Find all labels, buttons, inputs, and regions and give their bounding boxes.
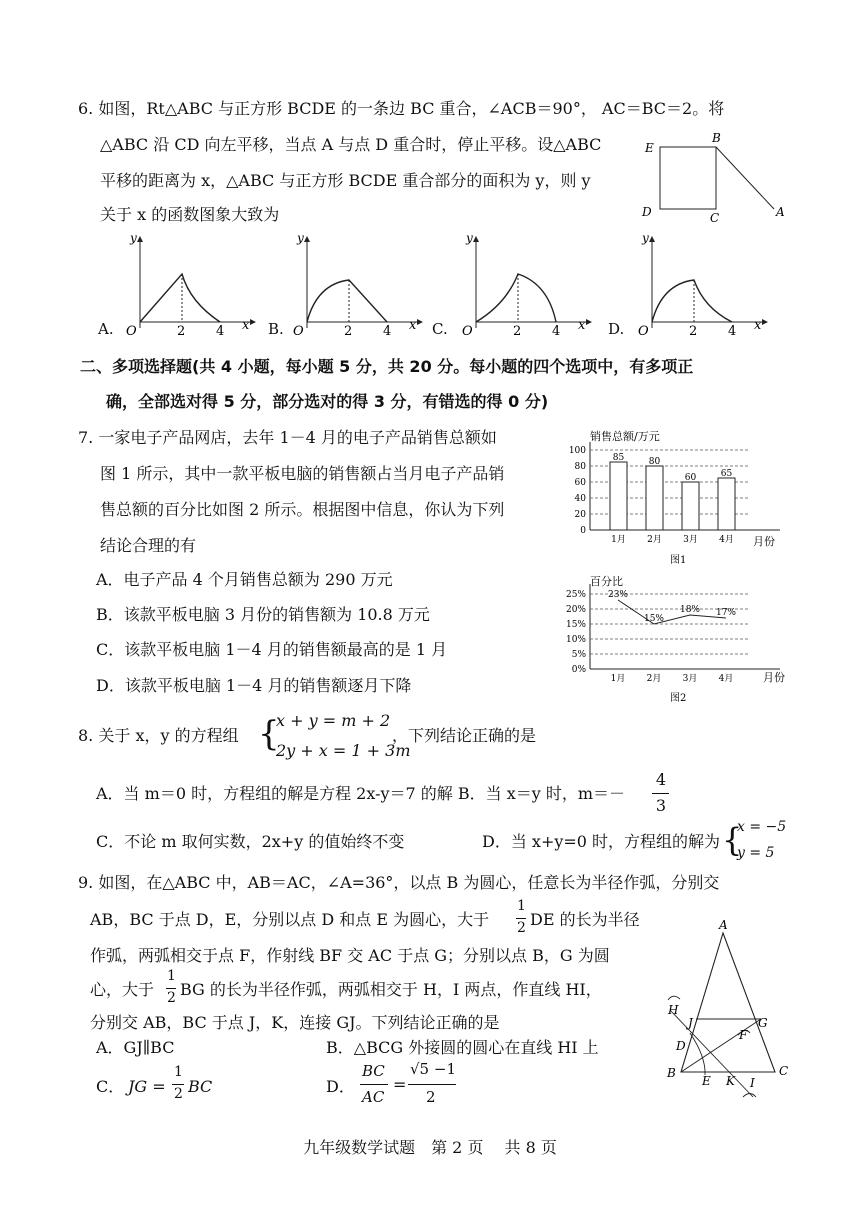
q9-line-4b: BG 的长为半径作弧，两弧相交于 H，I 两点，作直线 HI， [180,980,602,999]
q9-half-bar-1 [516,918,526,919]
chart1-bar [646,466,663,530]
q9-option-c-pre: C． [96,1077,125,1096]
q7-line-4: 结论合理的有 [100,536,197,555]
q8-solution-y: y = 5 [737,845,775,861]
axis-origin: O [126,324,137,337]
section2-heading-line2: 确，全部选对得 5 分，部分选对的得 3 分，有错选的得 0 分) [106,392,549,411]
axis-x: x [578,318,586,333]
q6-graph-a [120,232,260,337]
q9-line-2a: AB，BC 于点 D，E，分别以点 D 和点 E 为圆心，大于 [90,910,490,929]
tick-4: 4 [728,324,737,337]
label-d: D [642,205,652,219]
chart1-x-tick: 1月 [611,535,626,545]
q8-solution-x: x = −5 [737,819,787,835]
label-b: B [712,131,721,145]
q6-line-4: 关于 x 的函数图象大致为 [100,205,280,224]
chart2-y-tick: 25% [565,590,586,600]
q7-line-2: 图 1 所示，其中一款平板电脑的销售额占当月电子产品销 [100,464,505,483]
chart2-point-label: 15% [643,614,665,624]
chart2-y-tick: 15% [565,620,586,630]
q6-line-1: 6. 如图，Rt△ABC 与正方形 BCDE 的一条边 BC 重合，∠ACB＝90°， AC＝BC＝2。将 [78,99,725,118]
q8-frac-bar [652,793,669,794]
q9-option-c-eq: JG = [128,1077,166,1096]
chart1-y-tick: 40 [574,494,586,504]
q8-solution-brace: { [722,821,743,859]
q9-half-den-1: 2 [517,920,526,936]
chart1-caption: 图1 [670,555,687,566]
q9-triangle-construction-figure [658,915,793,1110]
axis-origin: O [462,324,473,337]
label-c: C [710,211,720,225]
axis-origin: O [638,324,649,337]
fig-label-j: J [688,1016,693,1030]
chart2-caption: 图2 [670,693,687,704]
q7-line-3: 售总额的百分比如图 2 所示。根据图中信息，你认为下列 [100,500,505,519]
q9-line-1: 9. 如图，在△ABC 中，AB＝AC，∠A=36°，以点 B 为圆心，任意长为半径作弧，分别交 [78,873,720,892]
q7-option-d: D．该款平板电脑 1－4 月的销售额逐月下降 [96,676,412,695]
q8-frac-num: 4 [655,770,667,789]
fig-label-c: C [779,1064,789,1078]
q7-option-c: C．该款平板电脑 1－4 月的销售额最高的是 1 月 [96,640,448,659]
chart1-x-tick: 2月 [647,535,662,545]
chart1-x-tick: 3月 [683,535,698,545]
chart1-x-tick: 4月 [719,535,734,545]
sales-bar-chart [560,425,800,567]
q6-graph-b [287,232,427,337]
q6-graph-c [456,232,596,337]
chart1-bar-label: 85 [612,453,625,463]
q9-option-d-rden: 2 [426,1088,436,1106]
chart1-bar [610,462,627,530]
q8-eq2: 2y + x = 1 + 3m [276,741,411,760]
chart2-xlabel: 月份 [763,671,785,684]
q8-eq1: x + y = m + 2 [276,711,391,730]
chart2-point-label: 18% [679,605,701,615]
tick-4: 4 [383,324,392,337]
chart1-bar-label: 65 [720,469,733,479]
q7-option-a: A．电子产品 4 个月销售总额为 290 万元 [96,570,393,589]
q6-line-2: △ABC 沿 CD 向左平移，当点 A 与点 D 重合时，停止平移。设△ABC [100,135,602,154]
q6-option-a-label: A. [98,320,114,338]
q9-option-b: B．△BCG 外接圆的圆心在直线 HI 上 [326,1038,599,1057]
section2-heading-line1: 二、多项选择题(共 4 小题，每小题 5 分，共 20 分。每小题的四个选项中，有多项正 [80,357,694,376]
chart2-point-label: 23% [607,590,629,600]
chart1-y-tick: 100 [568,446,586,456]
q9-half-den-2: 2 [167,990,176,1006]
q8-stem-post: ，下列结论正确的是 [392,726,537,745]
q9-line-2b: DE 的长为半径 [530,910,640,929]
q7-line-1: 7. 一家电子产品网店，去年 1－4 月的电子产品销售总额如 [78,428,497,447]
q9-option-a: A．GJ∥BC [96,1038,175,1057]
q8-option-c: C．不论 m 取何实数，2x+y 的值始终不变 [96,832,405,851]
q9-option-d-den: AC [362,1088,385,1106]
q9-option-c-num: 1 [174,1064,183,1080]
q9-line-4a: 心，大于 [90,980,155,999]
q8-brace: { [258,714,280,754]
q8-option-d: D．当 x+y=0 时，方程组的解为 [482,832,721,851]
q9-half-bar-2 [166,988,176,989]
page-footer: 九年级数学试题 第 2 页 共 8 页 [303,1138,557,1157]
q7-option-b: B．该款平板电脑 3 月份的销售额为 10.8 万元 [96,605,430,624]
q9-option-d-rnum: √5 −1 [410,1060,456,1078]
tick-4: 4 [552,324,561,337]
chart2-x-tick: 4月 [718,674,734,684]
q6-line-3: 平移的距离为 x，△ABC 与正方形 BCDE 重合部分的面积为 y，则 y [100,171,591,190]
chart1-title: 销售总额/万元 [590,430,660,443]
fig-label-a: A [719,918,728,932]
chart2-series-line [618,600,726,624]
chart1-y-tick: 60 [574,478,586,488]
chart1-xlabel: 月份 [753,535,775,548]
chart1-y-tick: 20 [574,510,586,520]
q6-option-c-label: C. [432,320,448,338]
axis-y: y [466,232,473,245]
chart2-title: 百分比 [590,575,623,588]
q6-graph-d [632,232,772,337]
chart2-y-tick: 5% [571,650,586,660]
tick-2: 2 [344,324,353,337]
q8-frac-den: 3 [655,796,667,815]
chart2-y-tick: 0% [571,665,586,675]
chart1-bar-label: 80 [648,457,661,467]
q6-option-d-label: D. [608,320,625,338]
percentage-line-chart [560,570,800,712]
chart2-x-tick: 2月 [646,674,662,684]
chart1-y-tick: 80 [574,462,586,472]
axis-x: x [409,318,417,333]
q9-option-c-bar [172,1084,184,1085]
fig-label-g: G [758,1016,768,1030]
axis-x: x [242,318,250,333]
q6-square-triangle-figure [630,128,790,228]
q9-option-c-post: BC [188,1077,213,1096]
q9-option-c-den: 2 [174,1086,183,1102]
axis-y: y [130,232,137,245]
q9-option-d-bar [360,1084,388,1085]
fig-label-i: I [750,1076,755,1090]
chart2-x-tick: 3月 [682,674,698,684]
chart2-x-tick: 1月 [610,674,626,684]
fig-label-e: E [702,1074,711,1088]
chart1-bar-label: 60 [684,473,697,483]
tick-4: 4 [216,324,225,337]
chart2-y-tick: 20% [565,605,586,615]
fig-label-b: B [667,1066,676,1080]
axis-y: y [642,232,649,245]
tick-2: 2 [689,324,698,337]
q9-option-d-pre: D． [326,1077,355,1096]
q6-option-b-label: B. [268,320,284,338]
label-a: A [776,205,785,219]
q8-stem-pre: 8. 关于 x，y 的方程组 [78,726,239,745]
tick-2: 2 [177,324,186,337]
q9-half-num-2: 1 [167,968,176,984]
axis-x: x [754,318,762,333]
q8-option-a-b: A．当 m＝0 时，方程组的解是方程 2x-y＝7 的解 B．当 x＝y 时，m＝－ [96,784,626,803]
chart1-bar [682,482,699,530]
chart1-y-tick: 0 [580,526,586,536]
chart1-bar [718,478,735,530]
fig-label-f: F [739,1028,748,1042]
label-e: E [645,141,654,155]
tick-2: 2 [513,324,522,337]
fig-label-h: H [668,1003,679,1017]
q9-option-d-eq: = [393,1075,407,1094]
axis-origin: O [293,324,304,337]
chart2-point-label: 17% [715,608,737,618]
chart2-y-tick: 10% [565,635,586,645]
q9-option-d-rbar [408,1084,456,1085]
q9-half-num-1: 1 [517,898,526,914]
fig-label-d: D [676,1039,686,1053]
axis-y: y [297,232,304,245]
q9-line-3: 作弧，两弧相交于点 F，作射线 BF 交 AC 于点 G；分别以点 B，G 为圆 [90,946,610,965]
q9-option-d-num: BC [362,1062,385,1080]
fig-label-k: K [726,1074,735,1088]
q9-line-5: 分别交 AB，BC 于点 J，K，连接 GJ。下列结论正确的是 [90,1013,500,1032]
